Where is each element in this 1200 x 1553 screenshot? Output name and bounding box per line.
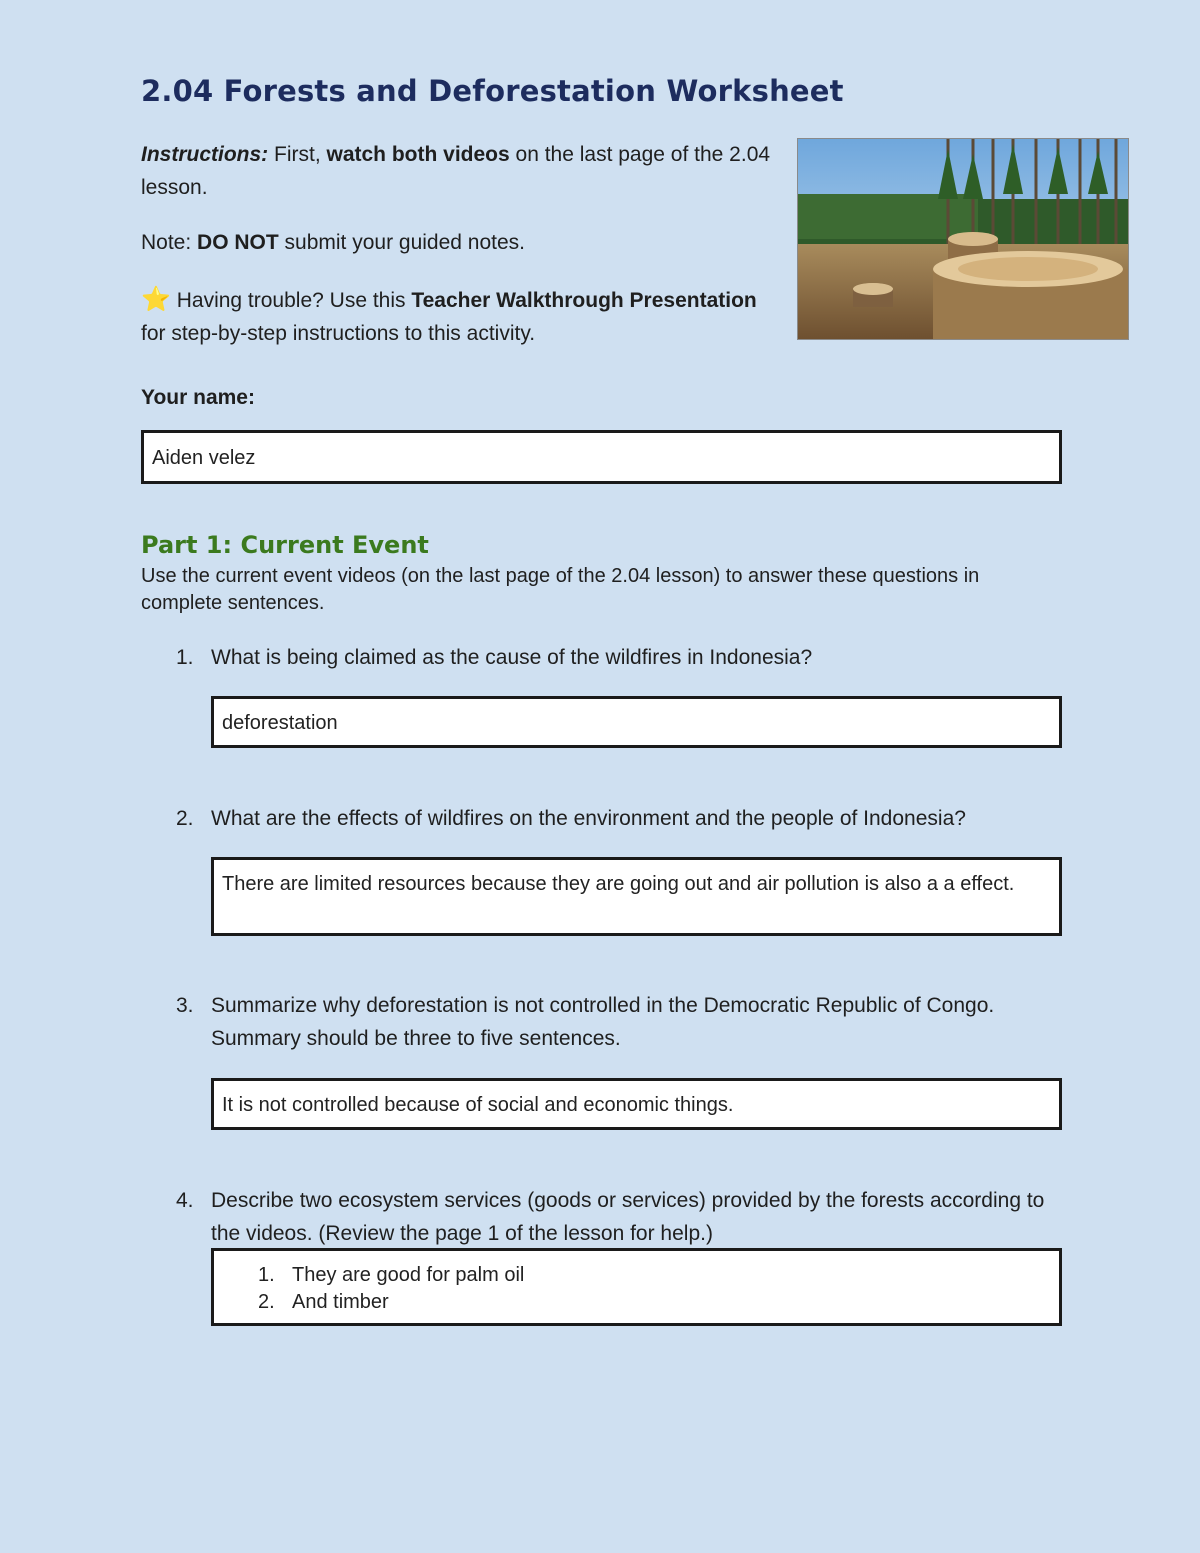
question-number: 2. xyxy=(176,807,194,830)
trouble-prefix: Having trouble? Use this xyxy=(170,289,412,312)
question-1 xyxy=(176,641,1066,674)
forest-stumps-image xyxy=(798,139,1128,339)
question-number: 3. xyxy=(176,994,194,1017)
star-icon: ⭐ xyxy=(141,286,171,313)
note-suffix: submit your guided notes. xyxy=(278,231,526,254)
note-bold: DO NOT xyxy=(197,231,279,254)
trouble-paragraph xyxy=(141,283,771,350)
question-3 xyxy=(176,989,1066,1050)
teacher-walkthrough-link[interactable]: Teacher Walkthrough Presentation xyxy=(411,289,757,312)
question-text: Describe two ecosystem services (goods or services) provided by the forests according to the videos. (Review the page 1 of the lesson for help.) xyxy=(211,1189,1045,1245)
list-item xyxy=(214,1289,1059,1316)
answer-3-field[interactable] xyxy=(211,1078,1062,1130)
instructions-block xyxy=(141,138,771,350)
answer-4-field[interactable] xyxy=(211,1248,1062,1326)
question-2 xyxy=(176,802,1066,835)
part1-title: Part 1: Current Event xyxy=(141,531,429,559)
answer-1-field[interactable] xyxy=(211,696,1062,748)
instructions-bold: watch both videos xyxy=(326,143,510,166)
answer-4-list xyxy=(214,1251,1059,1316)
name-label: Your name: xyxy=(141,386,255,409)
deforestation-photo xyxy=(797,138,1129,340)
name-field[interactable] xyxy=(141,430,1062,484)
instructions-text-end: on the last page of the 2.04 lesson. xyxy=(141,143,771,199)
answer-1-text: deforestation xyxy=(222,712,338,734)
list-item xyxy=(214,1262,1059,1289)
list-item-text: They are good for palm oil xyxy=(292,1264,525,1286)
question-text: Summarize why deforestation is not controlled in the Democratic Republic of Congo. Summary should be three to five sentences. xyxy=(211,994,995,1050)
question-number: 1. xyxy=(176,646,194,669)
answer-2-field[interactable] xyxy=(211,857,1062,936)
question-text: What is being claimed as the cause of the wildfires in Indonesia? xyxy=(211,646,813,669)
worksheet-title: 2.04 Forests and Deforestation Worksheet xyxy=(141,74,844,108)
question-number: 4. xyxy=(176,1189,194,1212)
question-text: What are the effects of wildfires on the environment and the people of Indonesia? xyxy=(211,807,966,830)
note-paragraph xyxy=(141,226,771,259)
question-4 xyxy=(176,1184,1066,1245)
instructions-paragraph xyxy=(141,138,771,204)
part1-description: Use the current event videos (on the last page of the 2.04 lesson) to answer these questions in complete sentences. xyxy=(141,565,980,614)
note-prefix: Note: xyxy=(141,231,198,254)
trouble-suffix: for step-by-step instructions to this activity. xyxy=(141,322,536,345)
list-item-number: 2. xyxy=(258,1291,275,1313)
name-value: Aiden velez xyxy=(152,447,256,469)
answer-3-text: It is not controlled because of social and economic things. xyxy=(222,1094,734,1116)
instructions-label: Instructions: xyxy=(141,143,269,166)
answer-2-text: There are limited resources because they are going out and air pollution is also a a effect. xyxy=(222,873,1015,895)
instructions-text: First, xyxy=(268,143,327,166)
list-item-text: And timber xyxy=(292,1291,389,1313)
list-item-number: 1. xyxy=(258,1264,275,1286)
